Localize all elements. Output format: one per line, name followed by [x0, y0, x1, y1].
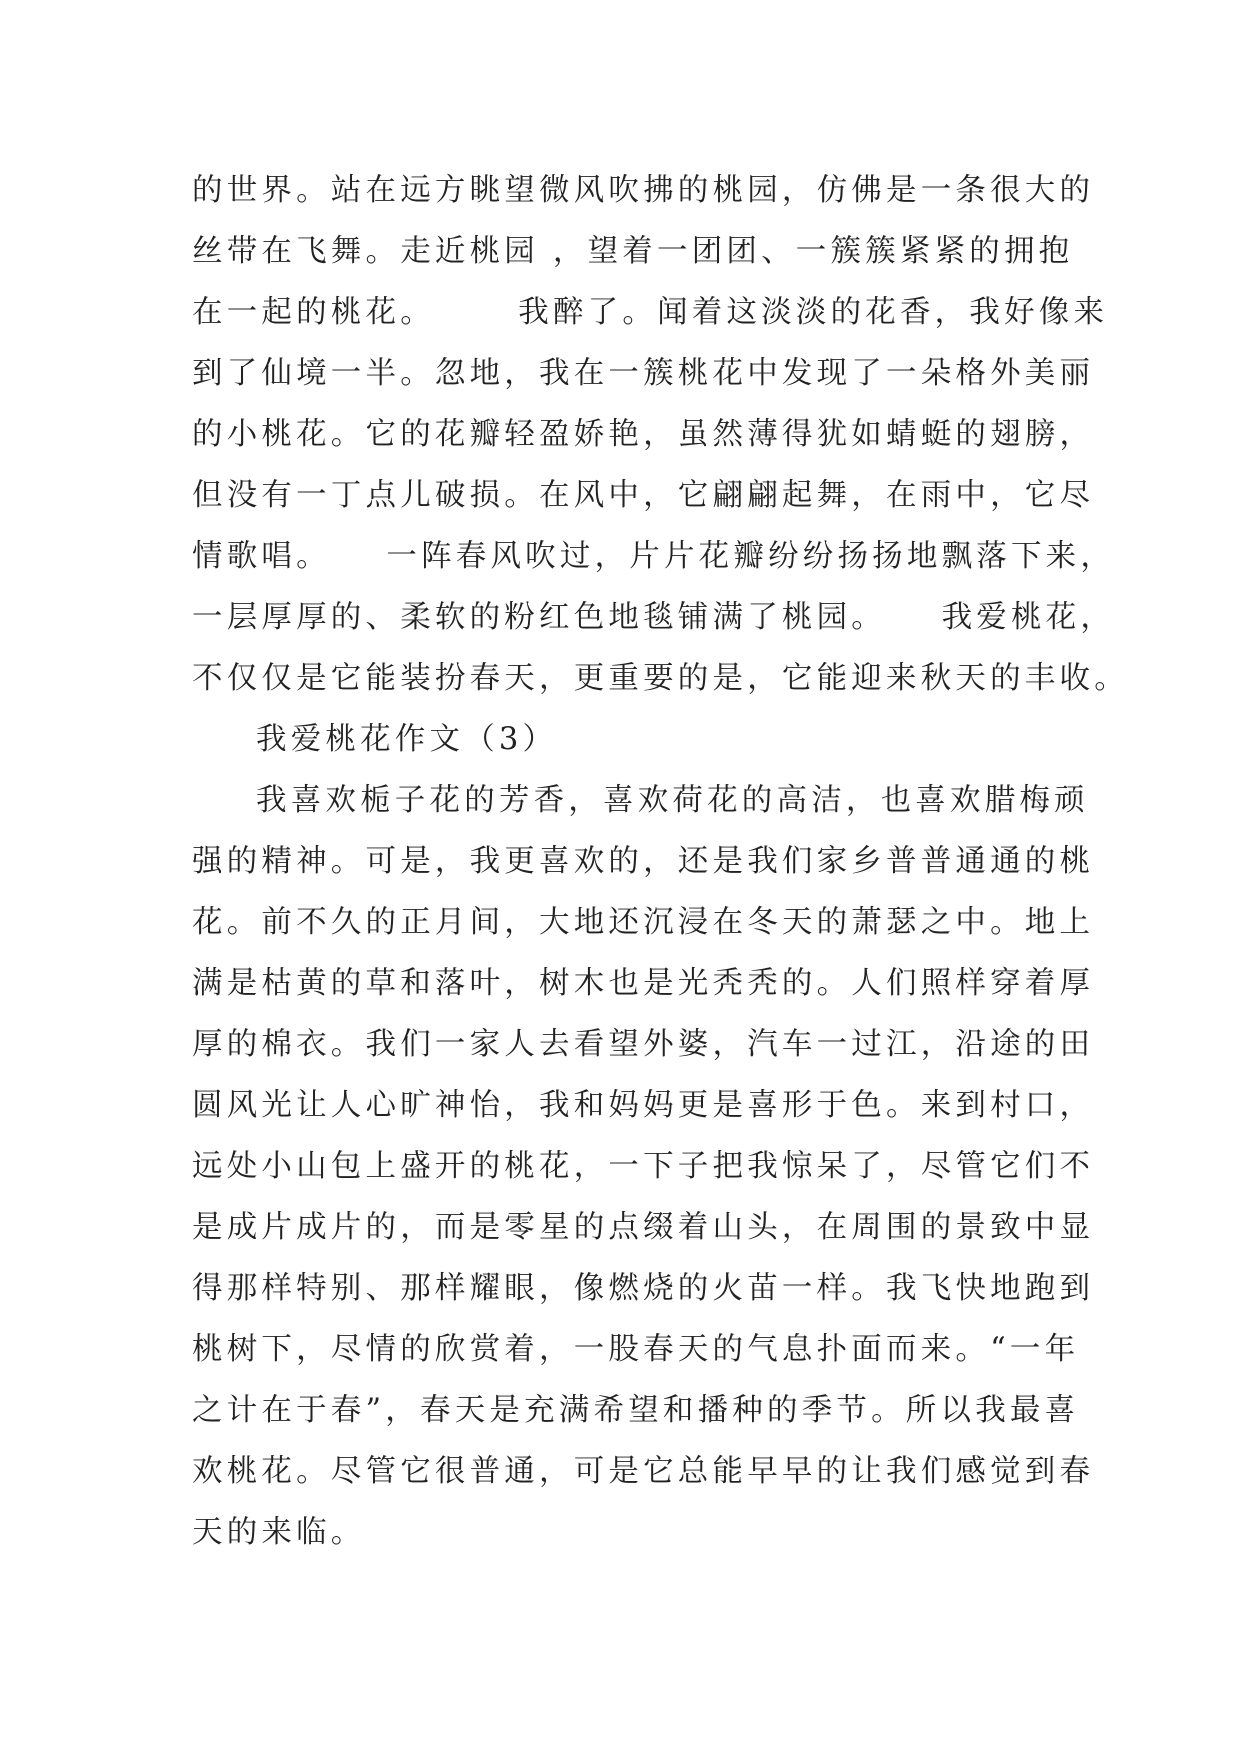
- text-line: 一层厚厚的、柔软的粉红色地毯铺满了桃园。 我爱桃花，: [192, 600, 1116, 635]
- essay-text: [192, 160, 1129, 1563]
- text-line: 花。前不久的正月间，大地还沉浸在冬天的萧瑟之中。地上: [192, 905, 1095, 940]
- text-line: 我喜欢栀子花的芳香，喜欢荷花的高洁，也喜欢腊梅顽: [256, 783, 1089, 818]
- text-line: 是成片成片的，而是零星的点缀着山头，在周围的景致中显: [192, 1210, 1095, 1245]
- text-line: 丝带在飞舞。走近桃园 ，望着一团团、一簇簇紧紧的拥抱: [192, 234, 1074, 269]
- text-line: 桃树下，尽情的欣赏着，一股春天的气息扑面而来。“一年: [192, 1332, 1080, 1367]
- text-line: 得那样特别、那样耀眼，像燃烧的火苗一样。我飞快地跑到: [192, 1271, 1095, 1306]
- text-line: 圆风光让人心旷神怡，我和妈妈更是喜形于色。来到村口，: [192, 1088, 1095, 1123]
- section-heading: 我爱桃花作文（3）: [256, 722, 558, 757]
- text-line: 但没有一丁点儿破损。在风中，它翩翩起舞，在雨中，它尽: [192, 478, 1095, 513]
- text-line: 强的精神。可是，我更喜欢的，还是我们家乡普普通通的桃: [192, 844, 1095, 879]
- text-line: 的小桃花。它的花瓣轻盈娇艳，虽然薄得犹如蜻蜓的翅膀，: [192, 417, 1095, 452]
- text-line: 远处小山包上盛开的桃花，一下子把我惊呆了，尽管它们不: [192, 1149, 1095, 1184]
- text-line: 欢桃花。尽管它很普通，可是它总能早早的让我们感觉到春: [192, 1454, 1095, 1489]
- text-line: 厚的棉衣。我们一家人去看望外婆，汽车一过江，沿途的田: [192, 1027, 1095, 1062]
- text-line: 的世界。站在远方眺望微风吹拂的桃园，仿佛是一条很大的: [192, 173, 1095, 208]
- text-line: 不仅仅是它能装扮春天，更重要的是，它能迎来秋天的丰收。: [192, 661, 1129, 696]
- text-line: 在一起的桃花。 我醉了。闻着这淡淡的花香，我好像来: [192, 295, 1109, 330]
- text-line: 情歌唱。 一阵春风吹过，片片花瓣纷纷扬扬地飘落下来，: [192, 539, 1116, 574]
- text-line: 天的来临。: [192, 1515, 366, 1550]
- text-line: 之计在于春”，春天是充满希望和播种的季节。所以我最喜: [192, 1393, 1080, 1428]
- text-line: 满是枯黄的草和落叶，树木也是光秃秃的。人们照样穿着厚: [192, 966, 1095, 1001]
- text-line: 到了仙境一半。忽地，我在一簇桃花中发现了一朵格外美丽: [192, 356, 1095, 391]
